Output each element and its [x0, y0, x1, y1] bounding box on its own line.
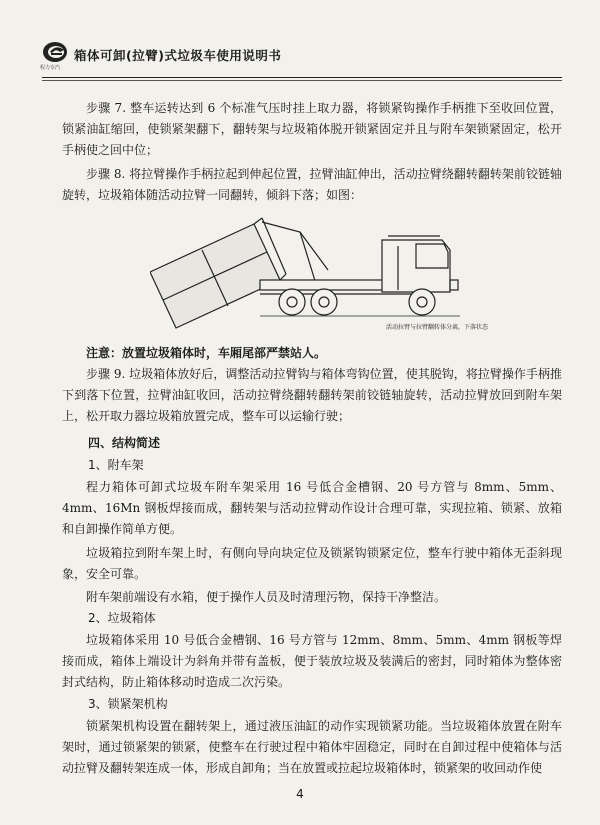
- subsection-1-paragraph-1: 程力箱体可卸式垃圾车附车架采用 16 号低合金槽钢、20 号方管与 8mm、5mm、4mm、16Mn 钢板焊接而成，翻转架与活动拉臂动作设计合理可靠，实现拉箱、锁紧、放箱和自卸操作简单方便。: [62, 480, 562, 536]
- note-text: 注意：放置垃圾箱体时，车厢尾部严禁站人。: [86, 346, 327, 360]
- paragraph-step-7: 步骤 7. 整车运转达到 6 个标准气压时挂上取力器，将锁紧钩操作手柄推下至收回位置，锁紧油缸缩回，使锁紧架翻下，翻转架与垃圾箱体脱开锁紧固定并且与附车架锁紧固定，松开手柄使之回中位；: [62, 101, 562, 157]
- subsection-1-title: 1、附车架: [88, 458, 144, 472]
- subsection-3-paragraph-1: 锁紧架机构设置在翻转架上，通过液压油缸的动作实现锁紧功能。当垃圾箱体放置在附车架时，通过锁紧架的锁紧，使整车在行驶过程中箱体牢固稳定，同时在自卸过程中使箱体与活动拉臂及翻转架连成一体，形成自卸角；当在放置或拉起垃圾箱体时，锁紧架的收回动作使: [62, 719, 562, 775]
- company-logo-icon: [42, 40, 68, 66]
- header-rule-thin: [42, 80, 562, 81]
- subsection-3-title: 3、锁紧架机构: [88, 697, 168, 711]
- subsection-2-paragraph-1: 垃圾箱体采用 10 号低合金槽钢、16 号方管与 12mm、8mm、5mm、4mm 钢板等焊接而成，箱体上端设计为斜角并带有盖板，便于装放垃圾及装满后的密封，同时箱体为整体密封式结构，防止箱体移动时造成二次污染。: [62, 633, 562, 689]
- paragraph-step-8: 步骤 8. 将拉臂操作手柄拉起到伸起位置，拉臂油缸伸出，活动拉臂绕翻转翻转架前铰链轴旋转，垃圾箱体随活动拉臂一同翻转，倾斜下落；如图：: [62, 167, 562, 202]
- truck-diagram: [150, 210, 470, 338]
- logo-text: 程力专汽: [40, 65, 61, 71]
- subsection-1-paragraph-2: 垃圾箱拉到附车架上时，有侧向导向块定位及锁紧钩锁紧定位，整车行驶中箱体无歪斜现象，安全可靠。: [62, 546, 562, 581]
- figure-caption: 活动拉臂与拉臂翻转体分离，下落状态: [386, 324, 489, 331]
- paragraph-step-9: 步骤 9. 垃圾箱体放好后，调整活动拉臂钩与箱体弯钩位置，使其脱钩，将拉臂操作手柄推下到落下位置，拉臂油缸收回，活动拉臂绕翻转翻转架前铰链轴旋转，活动拉臂放回到附车架上，松开取力器垃圾箱放置完成，整车可以运输行驶；: [62, 367, 562, 423]
- page-number: 4: [296, 787, 304, 801]
- header-title: 箱体可卸(拉臂)式垃圾车使用说明书: [74, 48, 282, 63]
- section-4-heading: 四、结构简述: [88, 436, 161, 450]
- header-rule: [42, 77, 562, 78]
- subsection-1-paragraph-3: 附车架前端设有水箱，便于操作人员及时清理污物，保持干净整洁。: [86, 590, 447, 604]
- subsection-2-title: 2、垃圾箱体: [88, 611, 156, 625]
- page-header: [42, 40, 562, 74]
